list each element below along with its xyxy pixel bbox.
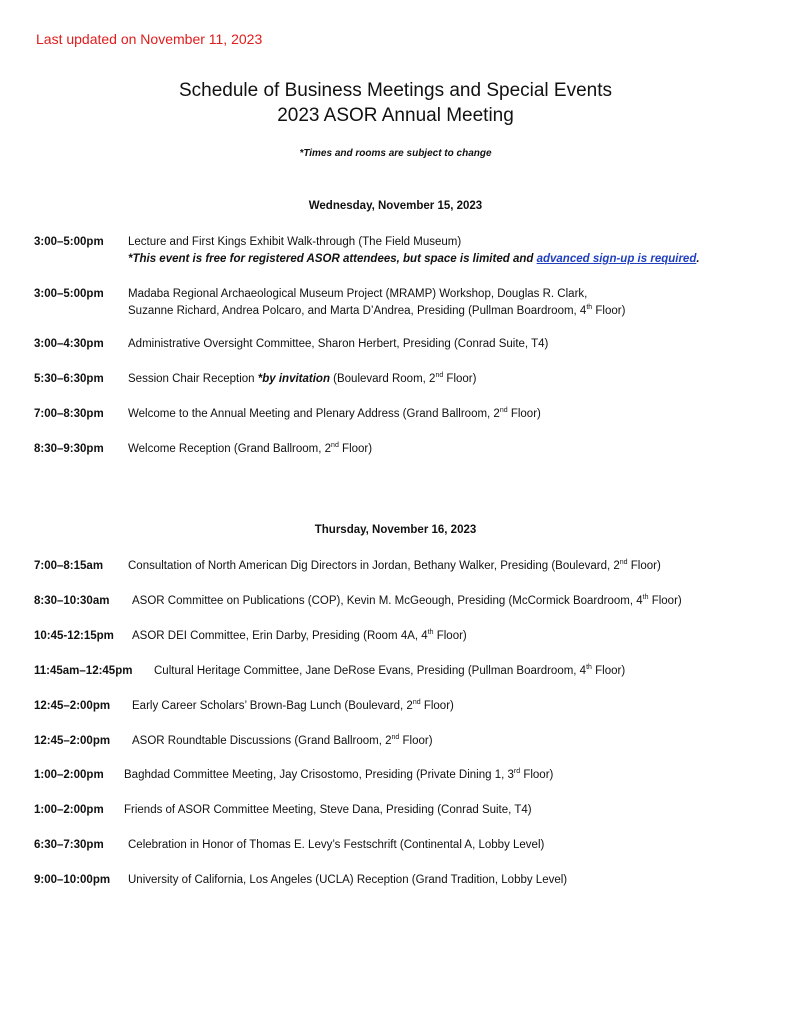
day-heading-thursday: Thursday, November 16, 2023 — [314, 524, 477, 536]
event-row — [34, 593, 771, 610]
event-time: 10:45-12:15pm — [34, 630, 114, 642]
event-time: 3:00–5:00pm — [34, 288, 104, 300]
event-time: 8:30–10:30am — [34, 595, 110, 607]
event-row — [34, 628, 771, 645]
event-time: 8:30–9:30pm — [34, 443, 104, 455]
event-time: 5:30–6:30pm — [34, 373, 104, 385]
event-description: Cultural Heritage Committee, Jane DeRose Evans, Presiding (Pullman Boardroom, 4th Floor) — [154, 664, 626, 677]
event-time: 3:00–5:00pm — [34, 236, 104, 248]
event-row — [34, 336, 771, 353]
event-description: Welcome Reception (Grand Ballroom, 2nd Floor) — [128, 442, 373, 455]
event-row — [34, 698, 771, 715]
event-row — [34, 371, 771, 388]
event-row — [34, 286, 771, 320]
event-time: 11:45am–12:45pm — [34, 665, 133, 677]
event-row — [34, 733, 771, 750]
event-description: Early Career Scholars’ Brown-Bag Lunch (Boulevard, 2nd Floor) — [132, 699, 454, 712]
day-heading-wednesday: Wednesday, November 15, 2023 — [308, 200, 483, 212]
event-row — [34, 406, 771, 423]
event-description: Lecture and First Kings Exhibit Walk-through (The Field Museum) *This event is free for registered ASOR attendees, but space is limited and advanced sign-up is required. — [128, 236, 700, 265]
event-time: 12:45–2:00pm — [34, 700, 111, 712]
event-description: Administrative Oversight Committee, Sharon Herbert, Presiding (Conrad Suite, T4) — [128, 338, 549, 350]
event-time: 9:00–10:00pm — [34, 874, 111, 886]
signup-link[interactable]: advanced sign-up is required — [536, 253, 697, 265]
event-row — [34, 441, 771, 458]
event-row — [34, 837, 771, 854]
event-time: 12:45–2:00pm — [34, 735, 111, 747]
event-description: Session Chair Reception *by invitation (Boulevard Room, 2nd Floor) — [128, 372, 477, 385]
event-description: ASOR Committee on Publications (COP), Kevin M. McGeough, Presiding (McCormick Boardroom, 4th Floor) — [132, 594, 682, 607]
event-description: ASOR DEI Committee, Erin Darby, Presiding (Room 4A, 4th Floor) — [132, 629, 467, 642]
event-description: Baghdad Committee Meeting, Jay Crisostomo, Presiding (Private Dining 1, 3rd Floor) — [124, 768, 554, 781]
event-time: 1:00–2:00pm — [34, 804, 104, 816]
last-updated-notice: Last updated on November 11, 2023 — [36, 31, 263, 47]
event-description: Madaba Regional Archaeological Museum Project (MRAMP) Workshop, Douglas R. Clark, Suzanne Richard, Andrea Polcaro, and Marta D’Andrea, Presiding (Pullman Boardroom, 4th Floor) — [128, 288, 626, 317]
event-row — [34, 802, 771, 819]
event-description: Friends of ASOR Committee Meeting, Steve Dana, Presiding (Conrad Suite, T4) — [124, 804, 532, 816]
event-time: 7:00–8:30pm — [34, 408, 104, 420]
event-description: Welcome to the Annual Meeting and Plenary Address (Grand Ballroom, 2nd Floor) — [128, 407, 541, 420]
event-description: University of California, Los Angeles (UCLA) Reception (Grand Tradition, Lobby Level) — [128, 874, 568, 886]
event-time: 7:00–8:15am — [34, 560, 104, 572]
event-description: Consultation of North American Dig Directors in Jordan, Bethany Walker, Presiding (Boulevard, 2nd Floor) — [128, 559, 661, 572]
event-note: *This event is free for registered ASOR attendees, but space is limited and advanced sign-up is required. — [128, 253, 700, 265]
schedule-note: *Times and rooms are subject to change — [299, 148, 492, 159]
event-time: 3:00–4:30pm — [34, 338, 104, 350]
event-row — [34, 663, 771, 680]
event-description: ASOR Roundtable Discussions (Grand Ballroom, 2nd Floor) — [132, 734, 433, 747]
page-subtitle: 2023 ASOR Annual Meeting — [277, 105, 514, 126]
event-time: 1:00–2:00pm — [34, 769, 104, 781]
event-row — [34, 767, 771, 784]
event-description: Celebration in Honor of Thomas E. Levy’s Festschrift (Continental A, Lobby Level) — [128, 839, 545, 851]
event-row — [34, 872, 771, 889]
event-row — [34, 558, 771, 575]
event-row — [34, 234, 771, 268]
page-title: Schedule of Business Meetings and Special Events — [178, 80, 613, 101]
event-time: 6:30–7:30pm — [34, 839, 104, 851]
